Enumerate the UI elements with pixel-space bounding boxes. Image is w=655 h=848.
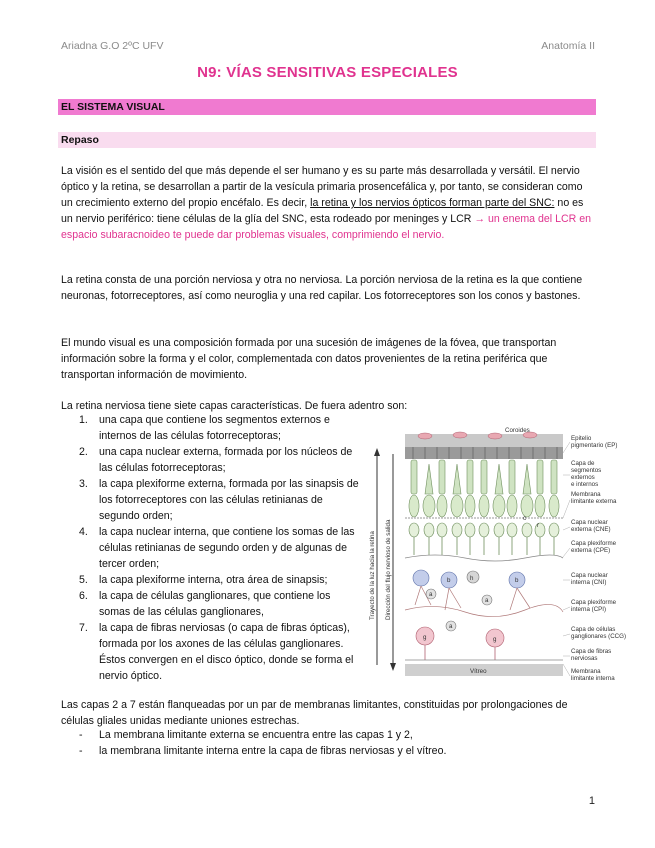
intro-text-c: no es un nervio periférico: tiene células de la glía del SNC, esta rodeado por meninges y LCR bbox=[61, 197, 584, 225]
arrow-icon: → bbox=[474, 213, 485, 225]
fig-letter-a1: a bbox=[429, 591, 433, 598]
intro-text-highlight: un enema del LCR en espacio subaracnoideo te puede dar problemas visuales, comprimiendo el nervio. bbox=[61, 213, 592, 241]
membranes-list bbox=[61, 727, 581, 759]
fig-label-fibers-2: nerviosas bbox=[571, 655, 598, 662]
fig-letter-h: h bbox=[470, 575, 474, 582]
fig-letter-c: c bbox=[523, 515, 527, 522]
fig-label-ep-1: Epitelio bbox=[571, 435, 592, 442]
fig-label-mli-2: limitante interna bbox=[571, 675, 615, 682]
fig-label-seg-3: externos bbox=[571, 474, 595, 481]
section-heading-visual-system: EL SISTEMA VISUAL bbox=[58, 99, 596, 115]
list-item: - la membrana limitante interna entre la capa de fibras nerviosas y el vítreo. bbox=[79, 745, 447, 757]
fig-letter-b1: b bbox=[447, 577, 451, 584]
fig-label-light-path: Trayecto de la luz hacia la retina bbox=[369, 531, 376, 620]
fig-letter-b2: b bbox=[515, 577, 519, 584]
fig-label-ccg-1: Capa de células bbox=[571, 626, 616, 633]
fig-letter-a3: a bbox=[449, 623, 453, 630]
list-item: 4. la capa nuclear interna, que contiene los somas de las células retinianas de segundo orden y de algunas de tercer orden; bbox=[79, 526, 355, 570]
fig-label-fibers-1: Capa de fibras bbox=[571, 648, 612, 655]
header-author: Ariadna G.O 2ºC UFV bbox=[61, 40, 164, 52]
section-heading-review: Repaso bbox=[58, 132, 596, 148]
fig-label-cni-2: interna (CNI) bbox=[571, 579, 607, 586]
fig-label-seg-2: segmentos bbox=[571, 467, 602, 474]
paragraph-retina: La retina consta de una porción nerviosa y otra no nerviosa. La porción nerviosa de la retina es la que contiene neuronas, fotorreceptores, así como neuroglia y una red capilar. Los fotorreceptores son los conos y bastones. bbox=[61, 274, 583, 302]
paragraph-membranes: Las capas 2 a 7 están flanqueadas por un par de membranas limitantes, constituidas por prolongaciones de células gliales unidas mediante uniones estrechas. bbox=[61, 699, 568, 727]
fig-label-mle-1: Membrana bbox=[571, 491, 601, 498]
header-subject: Anatomía II bbox=[541, 40, 595, 52]
fig-label-cpe-1: Capa plexiforme bbox=[571, 540, 617, 547]
fig-label-cne-2: externa (CNE) bbox=[571, 526, 611, 533]
intro-text-a: La visión es el sentido del que más depende el ser humano y es su parte más desarrollada y versátil. El nervio óptico y la retina, se desarrollan a partir de la vesícula primaria prosencefálica y, por tanto, se consideran como un crecimiento externo del propio encéfalo. Es decir, bbox=[61, 165, 583, 209]
fig-letter-a2: a bbox=[485, 597, 489, 604]
fig-label-cni-1: Capa nuclear bbox=[571, 572, 608, 579]
paragraph-intro bbox=[61, 163, 597, 243]
retina-layers-list bbox=[61, 412, 361, 684]
fig-label-ccg-2: ganglionares (CCG) bbox=[571, 633, 627, 640]
retina-layers-figure bbox=[365, 420, 635, 685]
fig-label-cpi-2: interna (CPI) bbox=[571, 606, 607, 613]
fig-label-output-flow: Dirección del flujo nervioso de salida bbox=[385, 519, 392, 620]
list-item: 2. una capa nuclear externa, formada por los núcleos de las células fotorreceptoras; bbox=[79, 446, 353, 474]
fig-label-mli-1: Membrana bbox=[571, 668, 601, 675]
fig-label-mle-2: limitante externa bbox=[571, 498, 617, 505]
list-item: - La membrana limitante externa se encuentra entre las capas 1 y 2, bbox=[79, 729, 413, 741]
fig-label-cpi-1: Capa plexiforme bbox=[571, 599, 617, 606]
page-number: 1 bbox=[588, 795, 595, 807]
fig-label-choroid: Coroides bbox=[505, 427, 530, 434]
list-item: 6. la capa de células ganglionares, que contiene los somas de las células ganglionares, bbox=[79, 590, 331, 618]
page-title: N9: VÍAS SENSITIVAS ESPECIALES bbox=[197, 64, 458, 81]
list-item: 7. la capa de fibras nerviosas (o capa de fibras ópticas), formada por los axones de las células ganglionares. Éstos convergen en el disco óptico, donde se forma el nervio óptico. bbox=[79, 622, 354, 682]
fig-label-cpe-2: externa (CPE) bbox=[571, 547, 611, 554]
fig-label-vitreous: Vítreo bbox=[470, 668, 487, 675]
intro-text-underlined: la retina y los nervios ópticos forman parte del SNC: bbox=[310, 197, 555, 209]
fig-letter-r: r bbox=[537, 522, 540, 529]
fig-label-ep-2: pigmentario (EP) bbox=[571, 442, 618, 449]
list-item: 1. una capa que contiene los segmentos externos e internos de las células fotorreceptoras; bbox=[79, 414, 330, 442]
list-item: 3. la capa plexiforme externa, formada por las sinapsis de los fotorreceptores con las células retinianas de segundo orden; bbox=[79, 478, 359, 522]
fig-letter-g2: g bbox=[493, 636, 497, 643]
fig-letter-g1: g bbox=[423, 634, 427, 641]
paragraph-layers-intro: La retina nerviosa tiene siete capas características. De fuera adentro son: bbox=[61, 400, 408, 412]
list-item: 5. la capa plexiforme interna, otra área de sinapsis; bbox=[79, 574, 328, 586]
fig-label-seg-1: Capa de bbox=[571, 460, 595, 467]
paragraph-visual-world: El mundo visual es una composición formada por una sucesión de imágenes de la fóvea, que transportan información sobre la forma y el color, complementada con datos provenientes de la retina periférica que transportan información de movimiento. bbox=[61, 337, 557, 381]
fig-label-seg-4: e internos bbox=[571, 481, 599, 488]
fig-label-cne-1: Capa nuclear bbox=[571, 519, 608, 526]
